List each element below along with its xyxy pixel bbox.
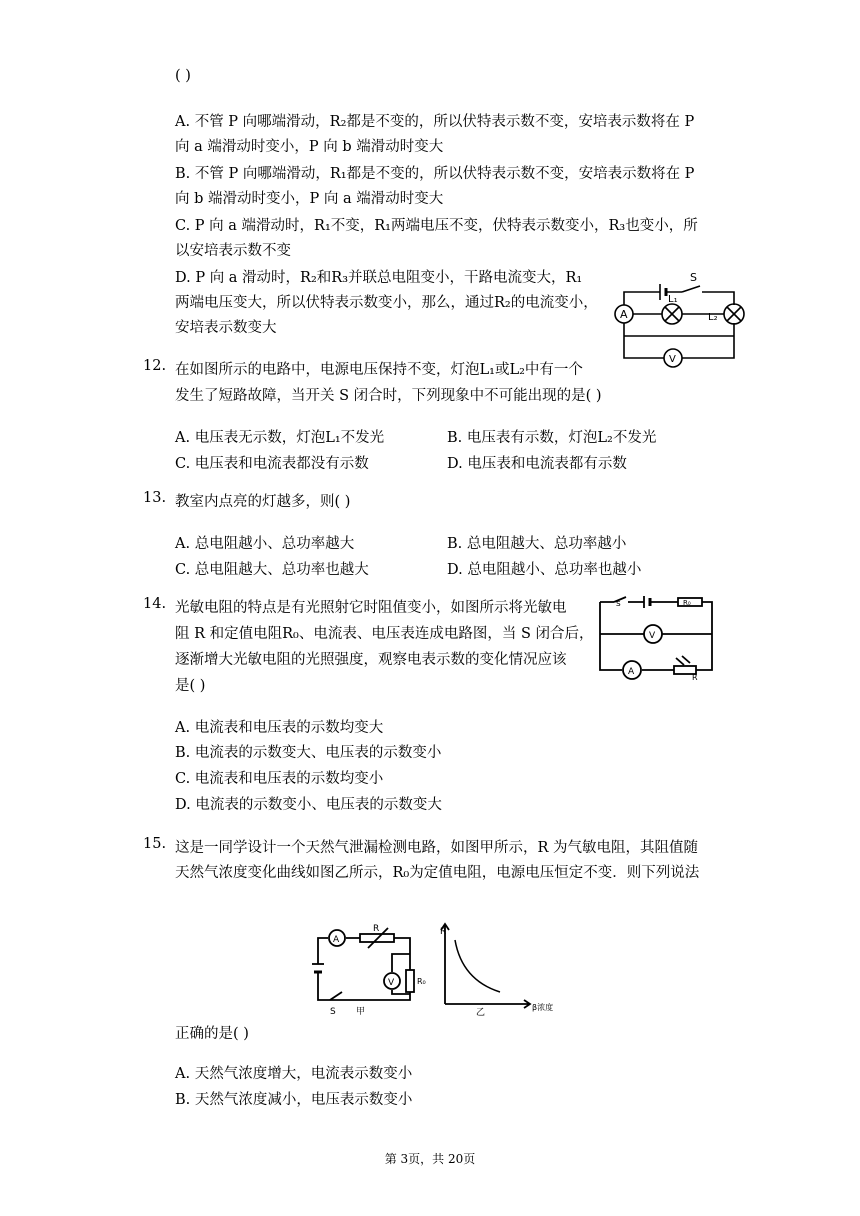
q12-option-c: C. 电压表和电流表都没有示数 [175,456,369,472]
q14-fig-label-v: V [649,631,656,641]
q13-option-a: A. 总电阻越小、总功率越大 [175,536,355,552]
q12-stem-line1: 在如图所示的电路中，电源电压保持不变，灯泡L₁或L₂中有一个 [175,362,583,378]
q15-stem-line2: 天然气浓度变化曲线如图乙所示，R₀为定值电阻，电源电压恒定不变．则下列说法 [175,865,700,881]
q15-fig-label-a: A [333,935,340,945]
page-footer: 第 3页，共 20页 [384,1152,476,1166]
q12-stem-line2: 发生了短路故障，当开关 S 闭合时，下列现象中不可能出现的是( ) [175,388,602,404]
q15-fig-label-xaxis: β浓度 [532,1003,554,1012]
q13-number: 13. [143,490,167,506]
q15-fig-label-s: S [330,1007,336,1016]
q12-fig-label-l1: L₁ [668,294,678,305]
q12-fig-label-v: V [669,354,676,365]
q13-option-c: C. 总电阻越大、总功率也越大 [175,562,369,578]
q15-stem-line1: 这是一同学设计一个天然气泄漏检测电路，如图甲所示，R 为气敏电阻，其阻值随 [175,840,699,856]
q15-number: 15. [143,836,167,852]
q15-fig-label-v: V [388,978,395,988]
q15-fig-label-yaxis: R [440,927,447,937]
q13-option-d: D. 总电阻越小、总功率也越小 [447,562,642,578]
q11-option-b-line1: B. 不管 P 向哪端滑动，R₁都是不变的，所以伏特表示数不变，安培表示数将在 P [175,166,695,182]
q13-stem: 教室内点亮的灯越多，则( ) [175,494,351,510]
q12-fig-label-s: S [690,271,697,284]
q12-number: 12. [143,358,167,374]
q14-circuit-figure [592,594,720,682]
q11-option-b-line2: 向 b 端滑动时变小，P 向 a 端滑动时变大 [175,191,444,207]
q12-option-a: A. 电压表无示数，灯泡L₁不发光 [175,430,385,446]
q14-stem-line4: 是( ) [175,678,206,694]
q15-option-b: B. 天然气浓度减小，电压表示数变小 [175,1092,413,1108]
q11-option-d-line3: 安培表示数变大 [175,320,277,336]
q14-stem-line1: 光敏电阻的特点是有光照射它时阻值变小，如图所示将光敏电 [175,600,567,616]
q12-fig-label-a: A [620,308,628,321]
q14-option-a: A. 电流表和电压表的示数均变大 [175,720,384,736]
q11-option-c-line2: 以安培表示数不变 [175,243,291,259]
q15-fig-label-yi: 乙 [476,1008,486,1016]
q14-fig-label-a: A [628,667,635,677]
q15-fig-label-r: R [373,924,380,934]
q14-fig-label-r0: R₀ [683,599,691,607]
q15-stem-line3: 正确的是( ) [175,1026,249,1042]
q15-figure [300,920,585,1016]
q12-option-d: D. 电压表和电流表都有示数 [447,456,627,472]
q15-fig-label-r0: R₀ [417,977,426,986]
q14-option-d: D. 电流表的示数变小、电压表的示数变大 [175,797,442,813]
q11-option-a-line1: A. 不管 P 向哪端滑动，R₂都是不变的，所以伏特表示数不变，安培表示数将在 P [175,114,695,130]
q14-fig-label-s: s [616,599,621,609]
q14-stem-line2: 阻 R 和定值电阻R₀、电流表、电压表连成电路图，当 S 闭合后， [175,626,594,642]
q15-fig-label-jia: 甲 [356,1007,366,1016]
q11-option-d-line2: 两端电压变大，所以伏特表示数变小，那么，通过R₂的电流变小， [175,295,598,311]
q12-option-b: B. 电压表有示数，灯泡L₂不发光 [447,430,657,446]
q14-option-b: B. 电流表的示数变大、电压表的示数变小 [175,745,442,761]
q14-stem-line3: 逐渐增大光敏电阻的光照强度，观察电表示数的变化情况应该 [175,652,567,668]
q14-fig-label-r: R [692,673,698,682]
q11-option-d-line1: D. P 向 a 滑动时，R₂和R₃并联总电阻变小，干路电流变大，R₁ [175,270,583,286]
q11-option-c-line1: C. P 向 a 端滑动时，R₁不变，R₁两端电压不变，伏特表示数变小，R₃也变小，所 [175,218,698,234]
q14-number: 14. [143,596,167,612]
q12-fig-label-l2: L₂ [708,312,718,323]
q15-option-a: A. 天然气浓度增大，电流表示数变小 [175,1066,413,1082]
q11-option-a-line2: 向 a 端滑动时变小，P 向 b 端滑动时变大 [175,139,444,155]
q11-tail: ( ) [175,68,191,84]
q14-option-c: C. 电流表和电压表的示数均变小 [175,771,384,787]
q13-option-b: B. 总电阻越大、总功率越小 [447,536,627,552]
q12-circuit-figure [610,268,752,372]
